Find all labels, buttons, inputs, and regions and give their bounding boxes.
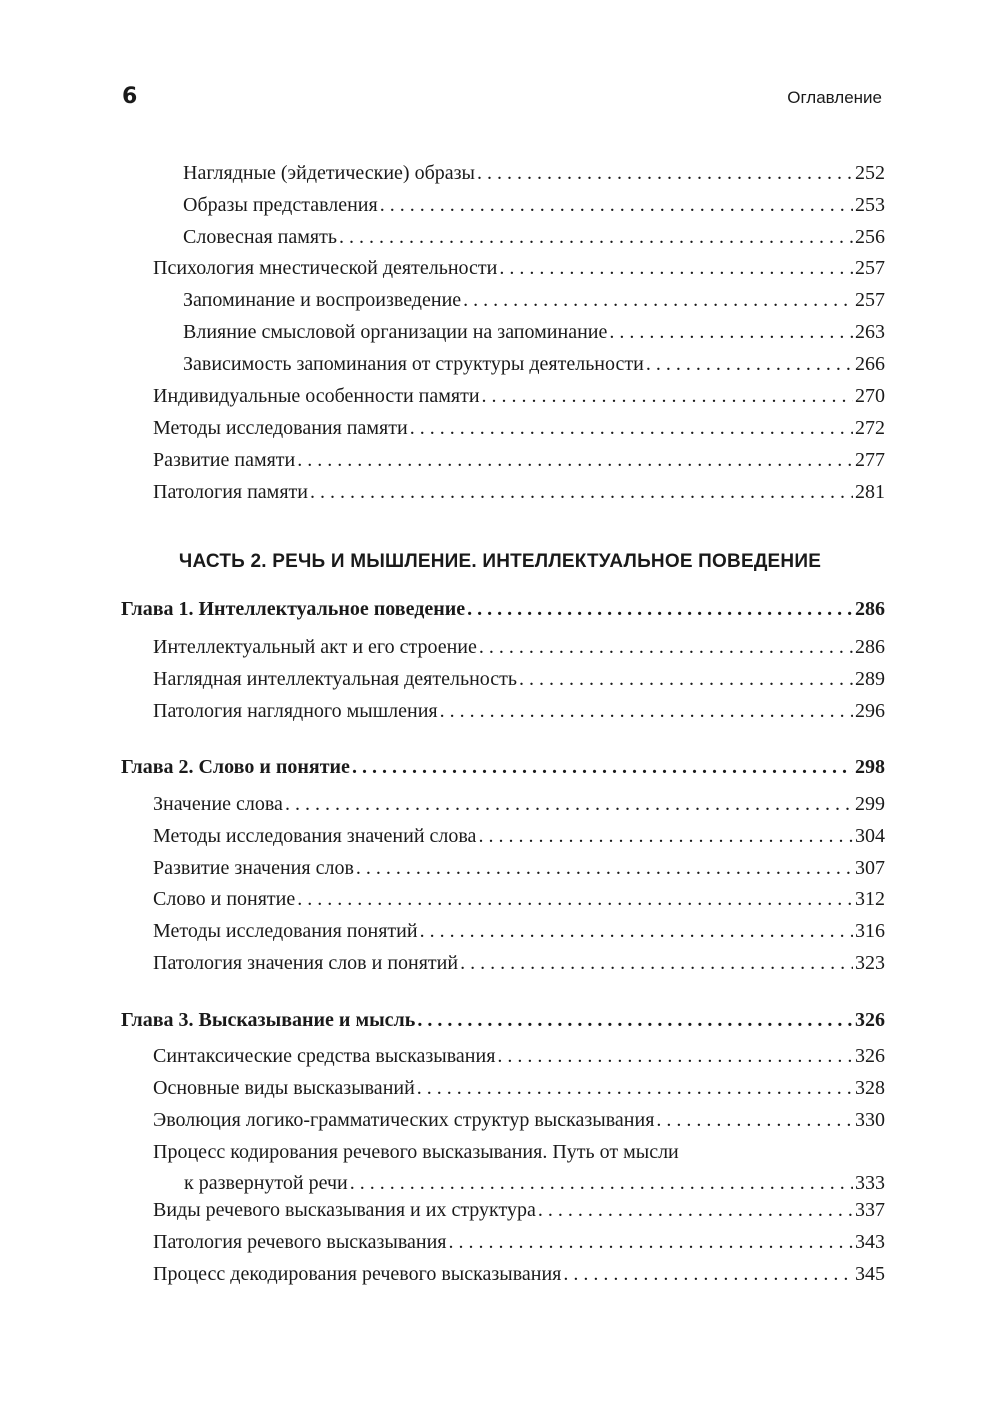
toc-entry-title: Наглядная интеллектуальная деятельность [153,668,518,690]
toc-entry[interactable] [153,381,885,412]
toc-entry-page: 323 [855,952,885,974]
dot-leader [448,1227,853,1258]
toc-entry-page: 263 [855,321,885,343]
toc-entry-page: 270 [855,385,885,407]
toc-entry-page: 252 [855,162,885,184]
toc-entry-page: 307 [855,857,885,879]
page-number: 6 [122,84,138,109]
toc-entry-title: Виды речевого высказывания и их структура [153,1199,536,1221]
toc-entry-title: Развитие памяти [153,449,296,471]
dot-leader [499,253,853,284]
toc-entry[interactable] [153,916,885,947]
toc-entry-page: 316 [855,920,885,942]
toc-entry-title: Значение слова [153,793,283,815]
dot-leader [380,190,853,221]
toc-entry-page: 277 [855,449,885,471]
toc-entry[interactable] [153,853,885,884]
dot-leader [656,1105,853,1136]
toc-entry-page: 272 [855,417,885,439]
dot-leader [310,477,853,508]
toc-entry[interactable] [153,1195,885,1226]
dot-leader [463,285,853,316]
dot-leader [339,222,853,253]
toc-entry-title: Влияние смысловой организации на запоминание [183,321,608,343]
chapter-entry[interactable] [121,594,885,625]
dot-leader [478,821,853,852]
dot-leader [440,696,853,727]
toc-entry-title: Процесс декодирования речевого высказывания [153,1263,562,1285]
toc-entry-page: 337 [855,1199,885,1221]
toc-entry-title: Методы исследования понятий [153,920,418,942]
dot-leader [646,349,853,380]
dot-leader [563,1259,853,1290]
toc-entry-title: Индивидуальные особенности памяти [153,385,480,407]
dot-leader [497,1041,853,1072]
toc-entry[interactable] [153,632,885,663]
dot-leader [297,884,853,915]
dot-leader [477,158,853,189]
toc-entry-title: Патология памяти [153,481,308,503]
toc-entry-page: 289 [855,668,885,690]
toc-entry-title: Психология мнестической деятельности [153,257,498,279]
toc-entry[interactable] [153,821,885,852]
chapter-title: Глава 1. Интеллектуальное поведение [121,598,466,620]
toc-entry-page: 345 [855,1263,885,1285]
toc-entry-page: 328 [855,1077,885,1099]
toc-entry[interactable] [153,477,885,508]
toc-entry[interactable] [153,948,885,979]
dot-leader [410,413,853,444]
dot-leader [609,317,853,348]
chapter-entry[interactable] [121,1005,885,1036]
toc-entry-page: 343 [855,1231,885,1253]
dot-leader [519,664,853,695]
toc-entry-title: Патология значения слов и понятий [153,952,459,974]
toc-entry-title: Развитие значения слов [153,857,354,879]
toc-entry-title: Словесная память [183,226,337,248]
toc-entry[interactable] [153,664,885,695]
toc-entry-page: 333 [855,1172,885,1194]
toc-entry-page: 304 [855,825,885,847]
dot-leader [460,948,853,979]
toc-entry-title: Методы исследования значений слова [153,825,477,847]
toc-entry-title: Основные виды высказываний [153,1077,415,1099]
chapter-title: Глава 3. Высказывание и мысль [121,1009,416,1031]
dot-leader [467,594,853,625]
toc-entry-title: Патология речевого высказывания [153,1231,447,1253]
toc-entry-page: 296 [855,700,885,722]
toc-entry-page: 281 [855,481,885,503]
dot-leader [417,1073,853,1104]
chapter-title: Глава 2. Слово и понятие [121,756,350,778]
dot-leader [297,445,853,476]
toc-entry[interactable] [153,445,885,476]
toc-entry-page: 257 [855,289,885,311]
chapter-entry[interactable] [121,752,885,783]
part-heading: ЧАСТЬ 2. РЕЧЬ И МЫШЛЕНИЕ. ИНТЕЛЛЕКТУАЛЬНОЕ ПОВЕДЕНИЕ [178,551,822,572]
toc-entry-title: Слово и понятие [153,888,296,910]
toc-entry[interactable] [153,884,885,915]
toc-entry-title: Методы исследования памяти [153,417,408,439]
toc-entry[interactable] [183,190,885,221]
dot-leader [538,1195,853,1226]
toc-entry-title: Эволюция логико-грамматических структур высказывания [153,1109,655,1131]
toc-entry-title: Наглядные (эйдетические) образы [183,162,475,184]
toc-entry[interactable] [153,1073,885,1104]
dot-leader [420,916,853,947]
toc-entry[interactable] [153,253,885,284]
toc-entry-title: Синтаксические средства высказывания [153,1045,496,1067]
toc-entry-multiline[interactable] [153,1137,885,1199]
toc-entry[interactable] [183,222,885,253]
toc-entry-page: 286 [855,636,885,658]
toc-entry[interactable] [153,789,885,820]
dot-leader [479,632,853,663]
toc-entry-page: 299 [855,793,885,815]
toc-entry[interactable] [153,1041,885,1072]
toc-entry-page: 253 [855,194,885,216]
dot-leader [482,381,853,412]
chapter-page: 286 [855,598,885,620]
running-head: Оглавление [787,88,882,107]
toc-entry[interactable] [153,413,885,444]
chapter-page: 298 [855,756,885,778]
dot-leader [285,789,853,820]
toc-entry[interactable] [153,1105,885,1136]
toc-entry[interactable] [153,1227,885,1258]
toc-entry-page: 266 [855,353,885,375]
toc-entry[interactable] [183,317,885,348]
toc-entry[interactable] [153,1259,885,1290]
toc-entry-page: 257 [855,257,885,279]
toc-entry-title-line2: к развернутой речи [184,1172,348,1194]
toc-entry[interactable] [183,158,885,189]
chapter-page: 326 [855,1009,885,1031]
toc-entry-title: Образы представления [183,194,378,216]
toc-entry[interactable] [183,285,885,316]
toc-entry-page: 312 [855,888,885,910]
toc-entry-title: Интеллектуальный акт и его строение [153,636,477,658]
toc-entry-title: Запоминание и воспроизведение [183,289,462,311]
toc-entry-page: 330 [855,1109,885,1131]
dot-leader [417,1005,853,1036]
dot-leader [356,853,853,884]
toc-entry-title: Патология наглядного мышления [153,700,438,722]
toc-entry[interactable] [153,696,885,727]
toc-entry-title: Зависимость запоминания от структуры деятельности [183,353,644,375]
dot-leader [352,752,853,783]
toc-entry[interactable] [183,349,885,380]
toc-entry-title-line1: Процесс кодирования речевого высказывания. Путь от мысли [153,1141,679,1163]
toc-entry-page: 256 [855,226,885,248]
toc-entry-page: 326 [855,1045,885,1067]
